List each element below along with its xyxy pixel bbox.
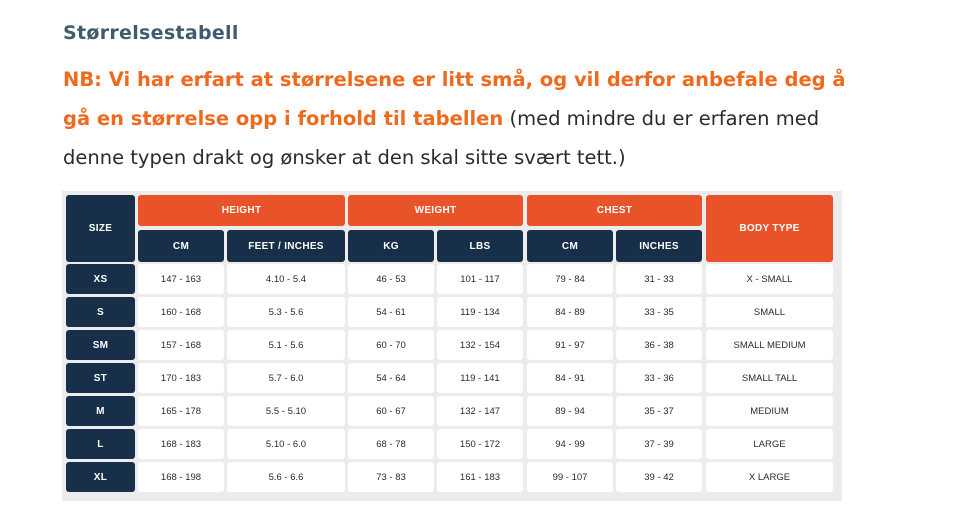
group-header-height: HEIGHT xyxy=(138,195,345,226)
size-chart-table xyxy=(62,191,842,501)
size-label: S xyxy=(66,297,135,327)
size-label: M xyxy=(66,396,135,426)
table-cell: 168 - 183 xyxy=(138,429,224,459)
size-label: SM xyxy=(66,330,135,360)
table-cell: SMALL xyxy=(706,297,833,327)
table-cell: 60 - 67 xyxy=(348,396,434,426)
table-cell: X - SMALL xyxy=(706,264,833,294)
table-cell: 39 - 42 xyxy=(616,462,702,492)
table-cell: 147 - 163 xyxy=(138,264,224,294)
page-title: Størrelsestabell xyxy=(63,22,239,44)
subheader-3: LBS xyxy=(437,230,523,262)
size-warning: NB: Vi har erfart at størrelsene er litt små, og vil derfor anbefale deg å gå en størrelse opp i forhold til tabellen xyxy=(63,68,846,130)
table-cell: 132 - 154 xyxy=(437,330,523,360)
table-cell: 170 - 183 xyxy=(138,363,224,393)
table-cell: 165 - 178 xyxy=(138,396,224,426)
table-cell: 5.6 - 6.6 xyxy=(227,462,345,492)
subheader-4: CM xyxy=(527,230,613,262)
body-type-column-header: BODY TYPE xyxy=(706,195,833,262)
subheader-1: FEET / INCHES xyxy=(227,230,345,262)
table-cell: 4.10 - 5.4 xyxy=(227,264,345,294)
size-notice-rest: (med mindre du er erfaren med denne typen drakt og ønsker at den skal sitte svært tett.) xyxy=(63,107,820,169)
table-cell: 157 - 168 xyxy=(138,330,224,360)
size-column-header: SIZE xyxy=(66,195,135,262)
group-header-weight: WEIGHT xyxy=(348,195,523,226)
table-cell: 33 - 36 xyxy=(616,363,702,393)
table-cell: 46 - 53 xyxy=(348,264,434,294)
table-cell: 54 - 61 xyxy=(348,297,434,327)
table-cell: 91 - 97 xyxy=(527,330,613,360)
table-cell: 101 - 117 xyxy=(437,264,523,294)
table-cell: MEDIUM xyxy=(706,396,833,426)
table-cell: 73 - 83 xyxy=(348,462,434,492)
table-cell: 79 - 84 xyxy=(527,264,613,294)
size-label: XS xyxy=(66,264,135,294)
table-cell: 5.1 - 5.6 xyxy=(227,330,345,360)
table-cell: 161 - 183 xyxy=(437,462,523,492)
subheader-5: INCHES xyxy=(616,230,702,262)
size-label: L xyxy=(66,429,135,459)
table-cell: 60 - 70 xyxy=(348,330,434,360)
table-cell: 36 - 38 xyxy=(616,330,702,360)
table-cell: 168 - 198 xyxy=(138,462,224,492)
table-cell: 84 - 89 xyxy=(527,297,613,327)
table-cell: 150 - 172 xyxy=(437,429,523,459)
table-cell: 132 - 147 xyxy=(437,396,523,426)
size-notice xyxy=(63,60,863,177)
table-cell: 5.3 - 5.6 xyxy=(227,297,345,327)
table-cell: 94 - 99 xyxy=(527,429,613,459)
table-cell: 54 - 64 xyxy=(348,363,434,393)
table-cell: 84 - 91 xyxy=(527,363,613,393)
table-cell: 33 - 35 xyxy=(616,297,702,327)
table-cell: 35 - 37 xyxy=(616,396,702,426)
table-cell: 5.10 - 6.0 xyxy=(227,429,345,459)
table-cell: 68 - 78 xyxy=(348,429,434,459)
table-cell: SMALL MEDIUM xyxy=(706,330,833,360)
table-cell: SMALL TALL xyxy=(706,363,833,393)
table-cell: 99 - 107 xyxy=(527,462,613,492)
size-label: XL xyxy=(66,462,135,492)
table-cell: 160 - 168 xyxy=(138,297,224,327)
table-cell: X LARGE xyxy=(706,462,833,492)
subheader-2: KG xyxy=(348,230,434,262)
group-header-chest: CHEST xyxy=(527,195,702,226)
table-cell: 119 - 141 xyxy=(437,363,523,393)
table-cell: 37 - 39 xyxy=(616,429,702,459)
table-cell: 5.7 - 6.0 xyxy=(227,363,345,393)
subheader-0: CM xyxy=(138,230,224,262)
table-cell: 119 - 134 xyxy=(437,297,523,327)
table-cell: LARGE xyxy=(706,429,833,459)
size-label: ST xyxy=(66,363,135,393)
table-cell: 31 - 33 xyxy=(616,264,702,294)
table-cell: 5.5 - 5.10 xyxy=(227,396,345,426)
table-cell: 89 - 94 xyxy=(527,396,613,426)
